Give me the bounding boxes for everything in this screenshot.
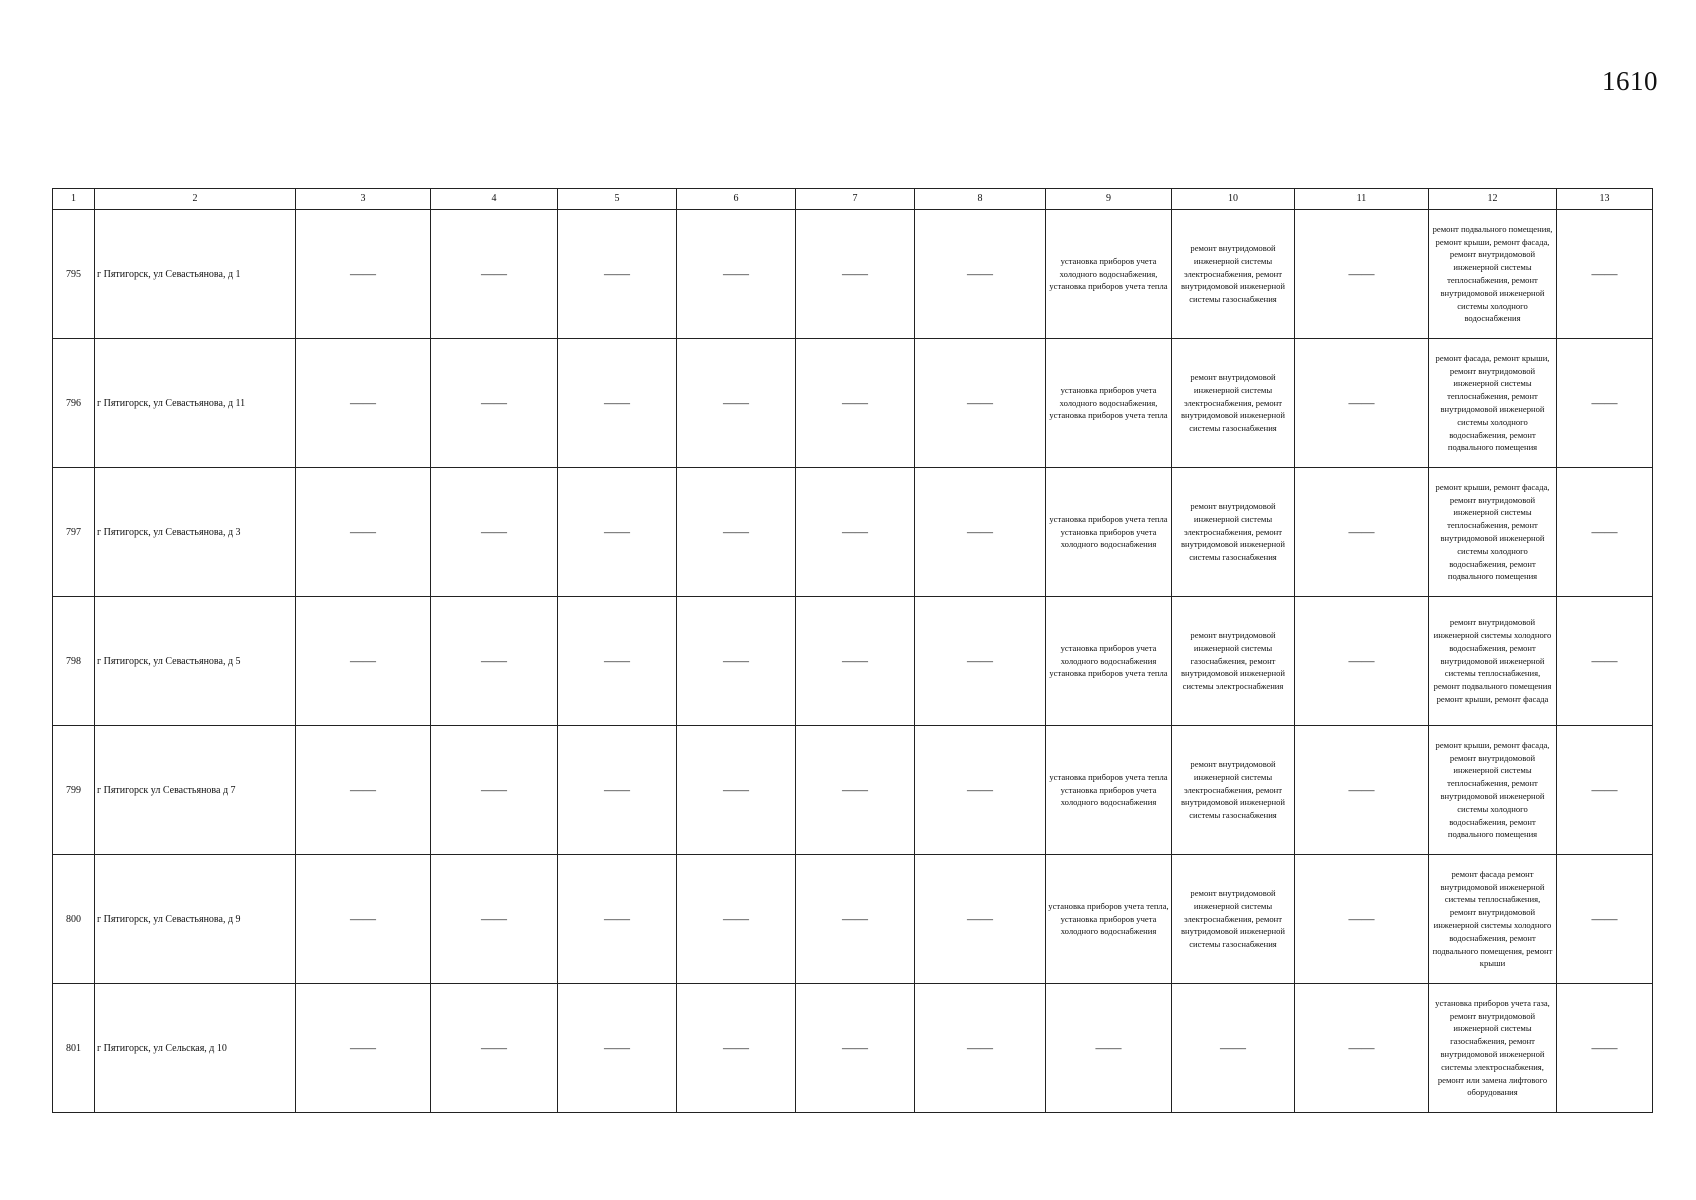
dash-cell: —— (1295, 597, 1429, 726)
dash-cell: —— (431, 855, 558, 984)
dash-cell: —— (1295, 726, 1429, 855)
dash-cell: —— (431, 726, 558, 855)
column-number-row (53, 189, 1653, 210)
dash-cell: —— (677, 210, 796, 339)
dash-cell: —— (677, 984, 796, 1113)
dash-cell: —— (796, 597, 915, 726)
dash-cell: —— (296, 984, 431, 1113)
column-header: 2 (95, 189, 296, 210)
dash-cell: —— (796, 855, 915, 984)
row-number: 797 (53, 468, 95, 597)
dash-cell: —— (1557, 468, 1653, 597)
column-header: 8 (915, 189, 1046, 210)
repair-works-cell: ремонт внутридомовой инженерной системы холодного водоснабжения, ремонт внутридомовой инженерной системы теплоснабжения, ремонт подвального помещения ремонт крыши, ремонт фасада (1429, 597, 1557, 726)
column-header: 1 (53, 189, 95, 210)
meter-installation-cell: установка приборов учета холодного водоснабжения, установка приборов учета тепла (1046, 210, 1172, 339)
address-cell: г Пятигорск, ул Севастьянова, д 3 (95, 468, 296, 597)
meter-installation-cell: установка приборов учета тепла установка приборов учета холодного водоснабжения (1046, 726, 1172, 855)
meter-installation-cell: —— (1046, 984, 1172, 1113)
table-row (53, 726, 1653, 855)
dash-cell: —— (431, 210, 558, 339)
table-row (53, 855, 1653, 984)
row-number: 801 (53, 984, 95, 1113)
repair-works-cell: ремонт крыши, ремонт фасада, ремонт внутридомовой инженерной системы теплоснабжения, ремонт внутридомовой инженерной системы холодного водоснабжения, ремонт подвального помещения (1429, 726, 1557, 855)
repair-works-cell: ремонт подвального помещения, ремонт крыши, ремонт фасада, ремонт внутридомовой инженерной системы теплоснабжения, ремонт внутридомовой инженерной системы холодного водоснабжения (1429, 210, 1557, 339)
table-row (53, 210, 1653, 339)
engineering-repair-cell: ремонт внутридомовой инженерной системы электроснабжения, ремонт внутридомовой инженерной системы газоснабжения (1172, 339, 1295, 468)
dash-cell: —— (1557, 597, 1653, 726)
row-number: 799 (53, 726, 95, 855)
column-header: 4 (431, 189, 558, 210)
dash-cell: —— (1557, 726, 1653, 855)
dash-cell: —— (796, 726, 915, 855)
meter-installation-cell: установка приборов учета тепла установка приборов учета холодного водоснабжения (1046, 468, 1172, 597)
dash-cell: —— (1295, 210, 1429, 339)
dash-cell: —— (677, 339, 796, 468)
dash-cell: —— (915, 210, 1046, 339)
dash-cell: —— (915, 855, 1046, 984)
dash-cell: —— (915, 726, 1046, 855)
engineering-repair-cell: —— (1172, 984, 1295, 1113)
dash-cell: —— (915, 339, 1046, 468)
column-header: 5 (558, 189, 677, 210)
column-header: 10 (1172, 189, 1295, 210)
address-cell: г Пятигорск, ул Севастьянова, д 11 (95, 339, 296, 468)
address-cell: г Пятигорск, ул Севастьянова, д 5 (95, 597, 296, 726)
dash-cell: —— (558, 726, 677, 855)
dash-cell: —— (796, 984, 915, 1113)
dash-cell: —— (296, 855, 431, 984)
column-header: 12 (1429, 189, 1557, 210)
address-cell: г Пятигорск ул Севастьянова д 7 (95, 726, 296, 855)
row-number: 795 (53, 210, 95, 339)
dash-cell: —— (558, 468, 677, 597)
row-number: 798 (53, 597, 95, 726)
engineering-repair-cell: ремонт внутридомовой инженерной системы электроснабжения, ремонт внутридомовой инженерной системы газоснабжения (1172, 468, 1295, 597)
dash-cell: —— (431, 339, 558, 468)
dash-cell: —— (558, 597, 677, 726)
column-header: 7 (796, 189, 915, 210)
repair-works-cell: установка приборов учета газа, ремонт внутридомовой инженерной системы газоснабжения, ремонт внутридомовой инженерной системы электроснабжения, ремонт или замена лифтового оборудования (1429, 984, 1557, 1113)
table-row (53, 984, 1653, 1113)
dash-cell: —— (1295, 855, 1429, 984)
dash-cell: —— (1557, 984, 1653, 1113)
dash-cell: —— (431, 597, 558, 726)
repair-works-cell: ремонт фасада, ремонт крыши, ремонт внутридомовой инженерной системы теплоснабжения, ремонт внутридомовой инженерной системы холодного водоснабжения, ремонт подвального помещения (1429, 339, 1557, 468)
page-number: 1610 (1602, 66, 1658, 96)
engineering-repair-cell: ремонт внутридомовой инженерной системы электроснабжения, ремонт внутридомовой инженерной системы газоснабжения (1172, 726, 1295, 855)
dash-cell: —— (796, 210, 915, 339)
engineering-repair-cell: ремонт внутридомовой инженерной системы электроснабжения, ремонт внутридомовой инженерной системы газоснабжения (1172, 210, 1295, 339)
dash-cell: —— (431, 468, 558, 597)
dash-cell: —— (1557, 855, 1653, 984)
dash-cell: —— (1557, 210, 1653, 339)
row-number: 800 (53, 855, 95, 984)
dash-cell: —— (296, 339, 431, 468)
dash-cell: —— (677, 597, 796, 726)
dash-cell: —— (915, 984, 1046, 1113)
column-header: 11 (1295, 189, 1429, 210)
dash-cell: —— (915, 468, 1046, 597)
dash-cell: —— (1295, 984, 1429, 1113)
column-header: 3 (296, 189, 431, 210)
engineering-repair-cell: ремонт внутридомовой инженерной системы электроснабжения, ремонт внутридомовой инженерной системы газоснабжения (1172, 855, 1295, 984)
dash-cell: —— (796, 468, 915, 597)
dash-cell: —— (796, 339, 915, 468)
table-row (53, 597, 1653, 726)
column-header: 9 (1046, 189, 1172, 210)
dash-cell: —— (915, 597, 1046, 726)
dash-cell: —— (296, 597, 431, 726)
meter-installation-cell: установка приборов учета тепла, установка приборов учета холодного водоснабжения (1046, 855, 1172, 984)
dash-cell: —— (558, 339, 677, 468)
dash-cell: —— (558, 855, 677, 984)
dash-cell: —— (296, 726, 431, 855)
meter-installation-cell: установка приборов учета холодного водоснабжения установка приборов учета тепла (1046, 597, 1172, 726)
address-cell: г Пятигорск, ул Севастьянова, д 1 (95, 210, 296, 339)
column-header: 6 (677, 189, 796, 210)
table-row (53, 468, 1653, 597)
table-row (53, 339, 1653, 468)
dash-cell: —— (1295, 339, 1429, 468)
dash-cell: —— (558, 210, 677, 339)
dash-cell: —— (677, 726, 796, 855)
register-table (52, 188, 1653, 1113)
meter-installation-cell: установка приборов учета холодного водоснабжения, установка приборов учета тепла (1046, 339, 1172, 468)
address-cell: г Пятигорск, ул Сельская, д 10 (95, 984, 296, 1113)
dash-cell: —— (677, 468, 796, 597)
dash-cell: —— (431, 984, 558, 1113)
row-number: 796 (53, 339, 95, 468)
dash-cell: —— (1557, 339, 1653, 468)
address-cell: г Пятигорск, ул Севастьянова, д 9 (95, 855, 296, 984)
dash-cell: —— (296, 210, 431, 339)
repair-works-cell: ремонт крыши, ремонт фасада, ремонт внутридомовой инженерной системы теплоснабжения, ремонт внутридомовой инженерной системы холодного водоснабжения, ремонт подвального помещения (1429, 468, 1557, 597)
dash-cell: —— (677, 855, 796, 984)
dash-cell: —— (558, 984, 677, 1113)
column-header: 13 (1557, 189, 1653, 210)
dash-cell: —— (1295, 468, 1429, 597)
repair-works-cell: ремонт фасада ремонт внутридомовой инженерной системы теплоснабжения, ремонт внутридомовой инженерной системы холодного водоснабжения, ремонт подвального помещения, ремонт крыши (1429, 855, 1557, 984)
dash-cell: —— (296, 468, 431, 597)
engineering-repair-cell: ремонт внутридомовой инженерной системы газоснабжения, ремонт внутридомовой инженерной системы электроснабжения (1172, 597, 1295, 726)
